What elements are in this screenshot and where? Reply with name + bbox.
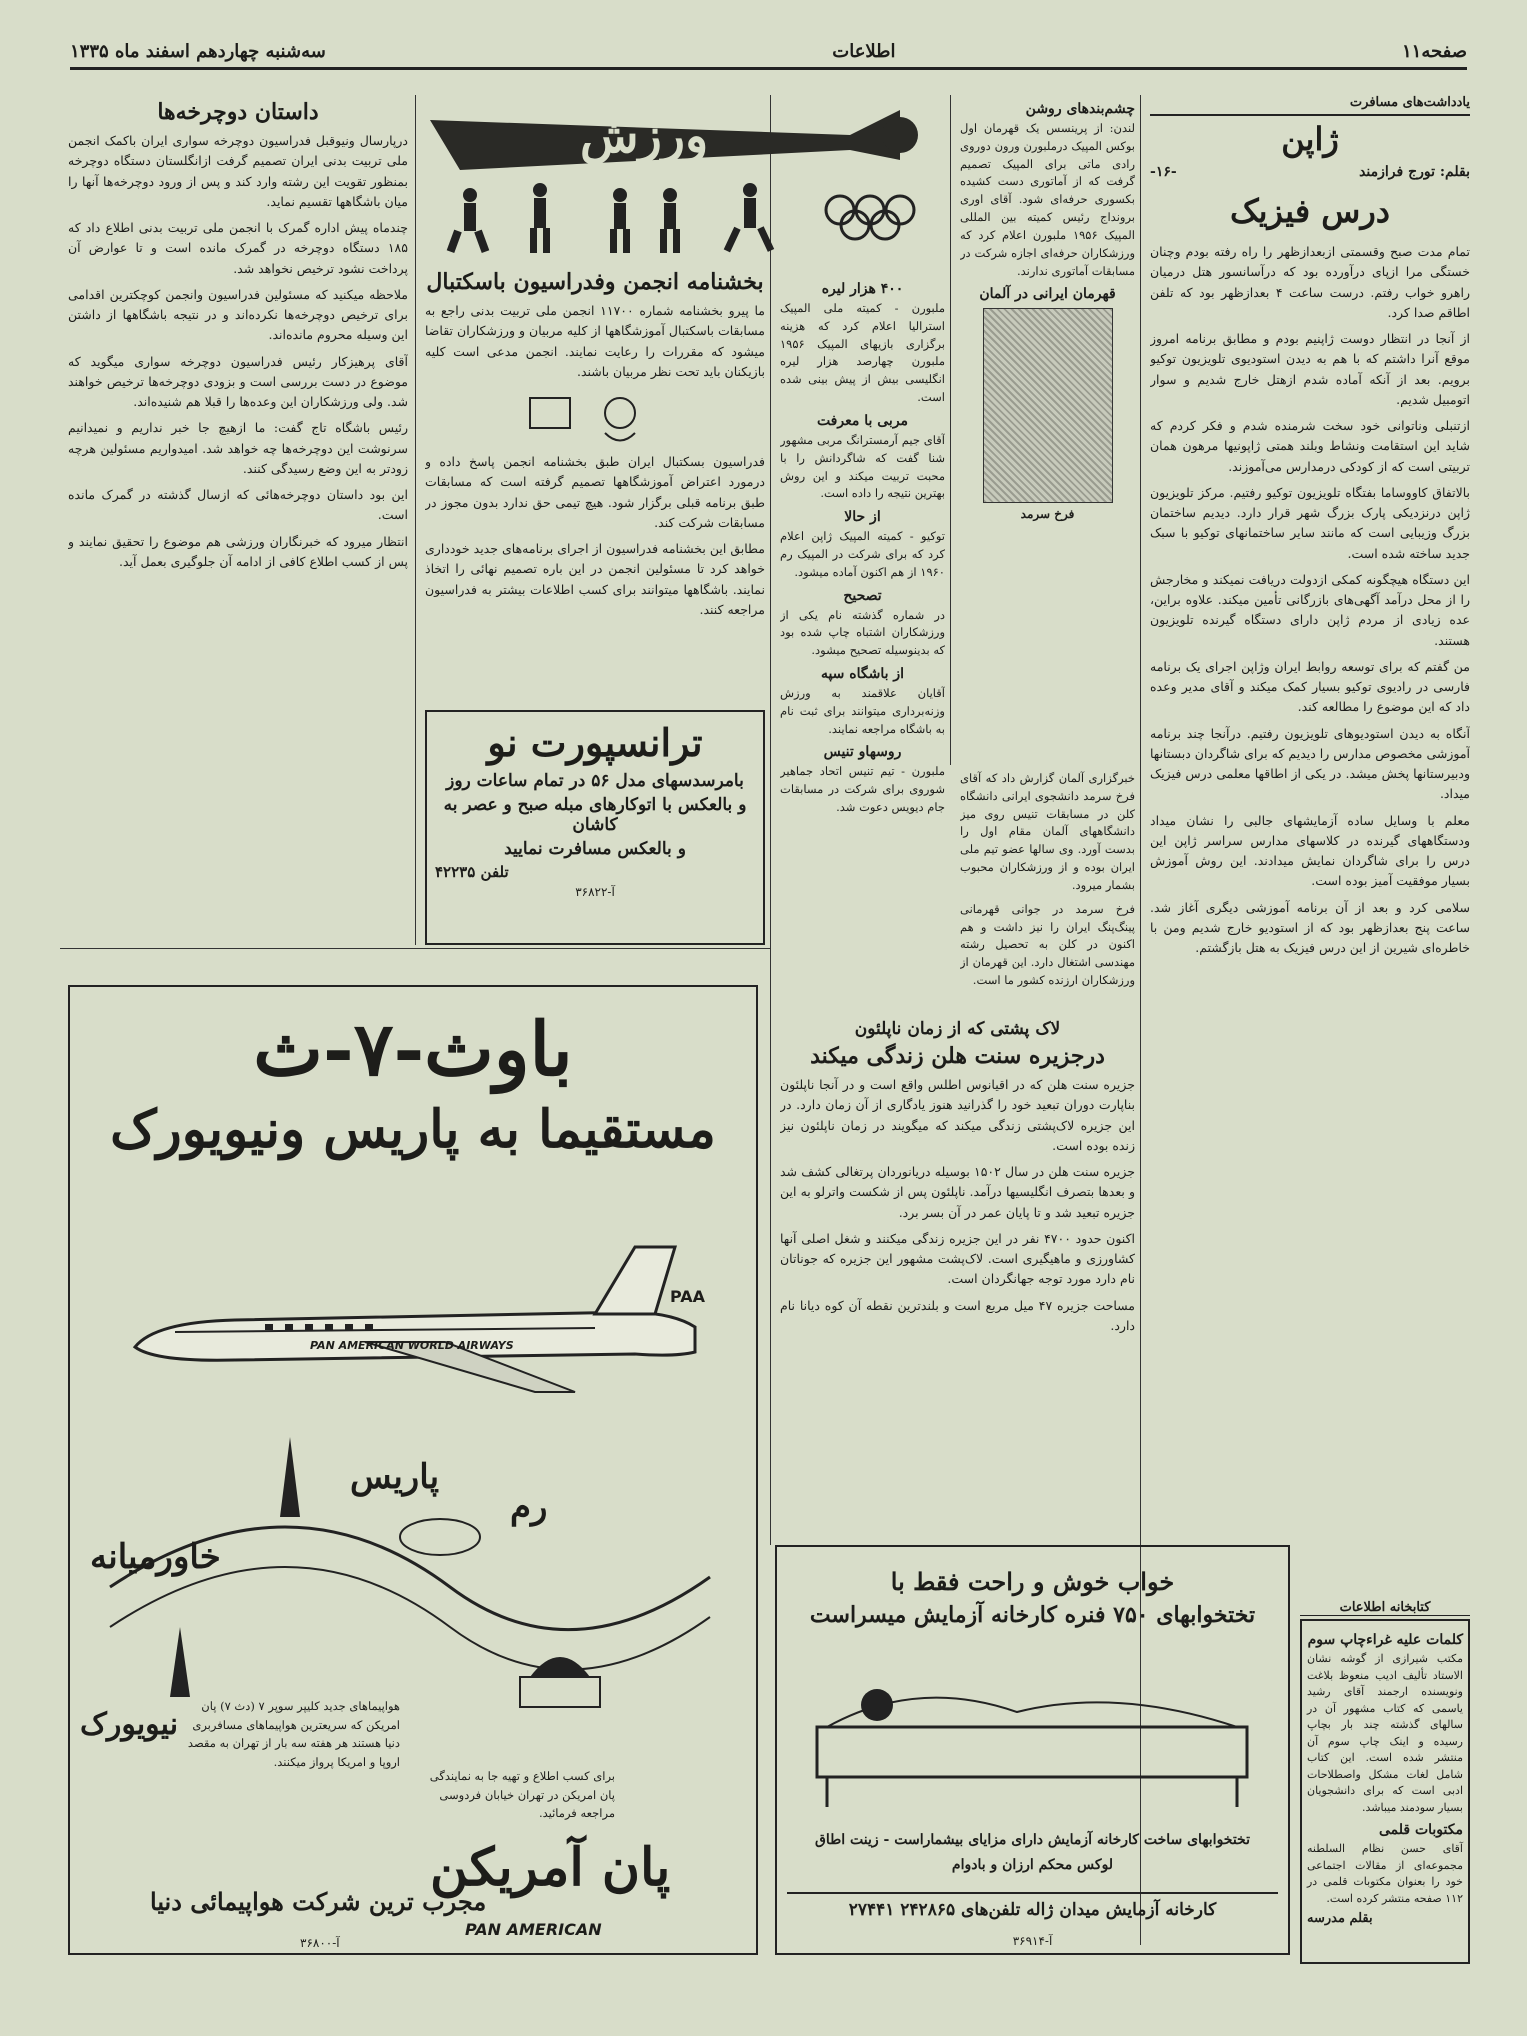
row-divider xyxy=(60,948,770,949)
news-headline: چشم‌بندهای روشن xyxy=(1025,101,1135,117)
article-body xyxy=(780,1075,1135,1336)
olympic-rings-icon xyxy=(826,196,914,239)
article-title: داستان دوچرخه‌ها xyxy=(157,99,319,125)
ad-reference: آ-۳۶۹۱۴ xyxy=(1012,1934,1053,1948)
issue-date: سه‌شنبه چهاردهم اسفند ماه ۱۳۳۵ xyxy=(70,41,326,62)
news-body: ملبورن - کمیته ملی المپیک استرالیا اعلام کرد که هزینه برگزاری بازیهای المپیک ۱۹۵۶ ملبورن چهارصد هزار لیره انگلیسی بیش از پیش بینی شده است. xyxy=(780,301,945,405)
sports-news-middle xyxy=(780,275,945,1005)
paragraph: جزیره سنت هلن که در اقیانوس اطلس واقع است و در آنجا ناپلئون بناپارت دوران تبعید خود را گذرانید هنوز یادگاری از آن زمان دارد. در این جزیره لاک‌پشتی زندگی میکند که میگویند در زمان ناپلئون نیز زنده بوده است. xyxy=(780,1077,1135,1153)
ad-line: و بالعکس با اتوکارهای مبله صبح و عصر به کاشان xyxy=(443,795,747,835)
city-middle-east: خاورمیانه xyxy=(90,1537,221,1577)
news-headline: تصحیح xyxy=(843,587,882,604)
section-label: یادداشت‌های مسافرت xyxy=(1150,95,1470,116)
masthead xyxy=(70,36,1467,70)
paragraph: انتظار میرود که خبرنگاران ورزشی هم موضوع را تحقیق نمایند و پس از کسب اطلاع کافی از ادامه آن جلوگیری بعمل آید. xyxy=(68,533,408,569)
news-body: در شماره گذشته نام یکی از ورزشکاران اشتباه چاپ شده بود که بدینوسیله تصحیح میشود. xyxy=(780,607,945,658)
bicycle-article xyxy=(68,95,408,945)
paragraph: ملاحظه میکنید که مسئولین فدراسیون وانجمن کوچکترین اقدامی برای ترخیص دوچرخه‌ها نکرده‌اند و در نتیجه باشگاهها از داشتن این وسیله محروم مانده‌اند. xyxy=(68,286,408,343)
ad-line: تختخوابهای ۷۵۰ فنره کارخانه آزمایش میسراست xyxy=(809,1602,1256,1628)
paragraph: درپارسال ونیوقبل فدراسیون دوچرخه سواری ایران باکمک انجمن ملی تربیت بدنی ایران تصمیم گرفت ازانگلستان دستگاه دوچرخه بمنظور تقویت این رشته وارد کند و پس از ورود دوچرخه‌ها آنها را میان باشگاهها تقسیم نماید. xyxy=(68,133,408,209)
paragraph: از آنجا در انتظار دوست ژاپنیم بودم و مطابق برنامه امروز موقع آنرا داشتم که با هم به دیدن استودیوی تلویزیون توکیو برویم. بعد از آنکه آماده شدم ازهتل خارج شدیم و سوار اتومبیل شدیم. xyxy=(1150,331,1470,407)
article-body xyxy=(68,131,408,572)
brand-name-en: PAN AMERICAN xyxy=(465,1920,602,1939)
paragraph: معلم با وسایل ساده آزمایشهای جالبی را نشان میداد ودستگاههای گیرنده در کلاسهای مدارس سراسر ژاپن این درس را برای شاگردان نمایش میدادند. این روش آموزش بسیار موفقیت آمیز بوده است. xyxy=(1150,812,1470,889)
ad-subheadline: مستقیما به پاریس ونیویورک xyxy=(110,1099,716,1160)
book-title: کلمات علیه غراءچاپ سوم xyxy=(1307,1632,1463,1648)
column-divider xyxy=(770,95,771,1545)
athlete-photo xyxy=(983,308,1113,503)
tail-logo: PAA xyxy=(670,1287,706,1306)
paragraph: اکنون حدود ۴۷۰۰ نفر در این جزیره زندگی میکنند و شغل اصلی آنها کشاورزی و ماهیگیری است. لاک‌پشت مشهور این جزیره که جوناتان نام دارد مورد توجه جهانگردان است. xyxy=(780,1230,1135,1287)
paragraph: این بود داستان دوچرخه‌هائی که ازسال گذشته در گمرک مانده است. xyxy=(68,487,408,523)
ad-line: و بالعکس مسافرت نمایید xyxy=(504,839,686,859)
news-body: آقایان علاقمند به ورزش وزنه‌برداری میتوانند برای ثبت نام به باشگاه مراجعه نمایند. xyxy=(780,686,945,736)
cartoon-icon xyxy=(520,388,670,448)
article-title: لاک پشتی که از زمان ناپلئون xyxy=(854,1019,1061,1039)
news-headline: از باشگاه سپه xyxy=(820,666,905,682)
ad-line: بامرسدسهای مدل ۵۶ در تمام ساعات روز xyxy=(446,771,744,791)
paragraph: بالاتفاق کاووساما بفتگاه تلویزیون توکیو رفتیم. مرکز تلویزیون ژاپن درنزدیکی پارک بزرگ شهر قرار دارد. دیدیم ساختمان بزرگ وزیبایی است که مانند سایر ساختمانهای توکیو با سبک جدید ساخته شده است. xyxy=(1150,484,1470,561)
article-title: درس فیزیک xyxy=(1229,192,1391,230)
brand-name: پان آمریکن xyxy=(430,1837,671,1898)
paragraph: ما پیرو بخشنامه شماره ۱۱۷۰۰ انجمن ملی تربیت بدنی راجع به مسابقات باسکتبال آموزشگاهها از کلیه مربیان و ورزشکاران تقاضا میشود که مقررات را رعایت نمایند. انجمن مدعی است کلیه بازیکنان باید تحت نظر مربیان باشند. xyxy=(425,303,765,379)
article-number: -۱۶- xyxy=(1150,164,1177,180)
news-headline: قهرمان ایرانی در آلمان xyxy=(979,286,1116,303)
page-number: صفحه۱۱ xyxy=(1401,41,1467,62)
article-title: بخشنامه انجمن وفدراسیون باسکتبال xyxy=(426,269,764,295)
article-body xyxy=(1150,242,1470,958)
article-author: بقلم: تورج فرازمند xyxy=(1359,164,1470,180)
napoleon-article xyxy=(780,1015,1135,1530)
pan-am-ad xyxy=(68,985,758,1955)
news-body: خبرگزاری آلمان گزارش داد که آقای فرخ سرمد دانشجوی ایرانی دانشگاه کلن در مسابقات تنیس روی میز دانشگاههای آلمان مقام اول را بدست آورد. وی سالها عضو تیم ملی ایران بوده و از ورزشکاران محبوب بشمار میرود. xyxy=(960,771,1135,892)
ad-headline: باوث-۷-ث xyxy=(253,1007,573,1093)
paragraph: مساحت جزیره ۴۷ میل مربع است و بلندترین نقطه آن کوه دیانا نام دارد. xyxy=(780,1297,1135,1333)
ad-address: کارخانه آزمایش میدان ژاله تلفن‌های ۲۴۲۸۶۵ ۲۷۴۴۱ xyxy=(787,1892,1278,1920)
ad-contact: برای کسب اطلاع و تهیه جا به نمایندگی پان امریکن در تهران خیابان فردوسی مراجعه فرمائید. xyxy=(429,1769,615,1821)
article-body xyxy=(425,301,765,620)
mattress-ad xyxy=(775,1545,1290,1955)
paragraph: رئیس باشگاه تاج گفت: ما ازهیچ جا خبر نداریم و نمیدانیم سرنوشت این دوچرخه‌ها چه خواهد شد. امیدواریم مسئولین هرچه زودتر به این وضع رسیدگی کنند. xyxy=(68,420,408,476)
paragraph: مطابق این بخشنامه فدراسیون از اجرای برنامه‌های جدید خودداری خواهد کرد تا مسئولین انجمن در این باره تصمیم نهائی را اتخاذ نمایند. باشگاهها میتوانند برای کسب اطلاعات بیشتر به فدراسیون مراجعه کنند. xyxy=(425,541,765,617)
athletes-icon xyxy=(447,183,774,253)
news-headline: از حالا xyxy=(844,509,881,526)
article-subtitle: درجزیره سنت هلن زندگی میکند xyxy=(810,1043,1105,1069)
news-body: فرخ سرمد در جوانی قهرمانی پینگ‌پنگ ایران را نیز داشت و هم اکنون در کلن به تحصیل رشته مهندسی اشتغال دارد. این قهرمان از ورزشکاران ارزنده کشور ما است. xyxy=(960,901,1135,987)
basketball-article xyxy=(425,265,765,705)
news-body: لندن: از پرینسس یک قهرمان اول بوکس المپیک درملبورن ورون دوروی رادی ماتی برای المپیک تصمیم گرفت که از آماتوری دست کشیده بکسوری حرفه‌ای شود. آقای اوری برونداج رئیس کمیته بین المللی المپیک ۱۹۵۶ ملبورن اعلام کرد که ورزشکاران حرفه‌ای اجازه شرکت در مسابقات آماتوری ندارند. xyxy=(960,121,1135,278)
review-credit: بقلم مدرسه xyxy=(1307,1911,1373,1926)
news-body: آقای جیم آرمسترانگ مربی مشهور شنا گفت که شاگردانش را با محبت تربیت میکند و این روش بهترین نتیجه را داده است. xyxy=(780,432,945,501)
ad-line: تختخوابهای ساخت کارخانه آزمایش دارای مزایای بیشماراست - زینت اطاق xyxy=(815,1832,1250,1848)
paragraph: ازتنبلی وناتوانی خود سخت شرمنده شدم و فکر کردم که شاید این استقامت ونشاط وبلند همتی ژاپونیها مرهون همان تربیتی است که از کودکی درمدارس می‌آموزند. xyxy=(1150,418,1470,474)
news-headline: مربی با معرفت xyxy=(816,412,909,429)
city-rome: رم xyxy=(510,1487,548,1527)
sports-news-right xyxy=(960,95,1135,765)
paragraph: آنگاه به دیدن استودیوهای تلویزیون رفتیم. درآنجا چند برنامه آموزشی مخصوص مدارس را دیدیم که برای شاگردان دبستانها ودبیرستانها پخش میشد. در یکی از اطاقها معلمی درس فیزیک میداد. xyxy=(1150,725,1470,802)
section-label: کتابخانه اطلاعات xyxy=(1300,1600,1470,1616)
paragraph: تمام مدت صبح وقسمتی ازبعدازظهر را راه رفته بودم وچنان خستگی مرا ازپای درآورده بود که درآسانسور هتل درمیان راهرو خواب رفتم. درست ساعت ۴ بعدازظهر بود که تلفن اطاقم صدا کرد. xyxy=(1150,244,1470,320)
airplane-illustration xyxy=(115,1242,715,1412)
column-divider xyxy=(950,95,951,765)
cartoon-illustration xyxy=(425,388,765,448)
ad-line: لوکس محکم ارزان و بادوام xyxy=(951,1857,1114,1873)
sports-banner-word: ورزش xyxy=(580,108,709,164)
ad-reference: آ-۳۶۸۲۲ xyxy=(575,885,615,899)
paragraph: من گفتم که برای توسعه روابط ایران وژاپن اجرای یک برنامه فارسی در رادیوی توکیو بسیار کمک میکند و آقای مدیر وعده داد که این موضوع را مطالعه کند. xyxy=(1150,658,1470,715)
paragraph: آقای پرهیزکار رئیس فدراسیون دوچرخه سواری میگوید که موضوع در دست بررسی است و بزودی دوچرخه‌ها ترخیص خواهند شد. ولی ورزشکاران این وعده‌ها را قبلا هم شنیده‌اند. xyxy=(68,353,408,409)
news-body: توکیو - کمیته المپیک ژاپن اعلام کرد که برای شرکت در المپیک رم ۱۹۶۰ از هم اکنون آماده میشود. xyxy=(780,529,945,579)
article-country: ژاپن xyxy=(1281,120,1339,158)
sports-banner xyxy=(430,100,950,260)
ad-phone: تلفن ۴۲۲۳۵ xyxy=(435,863,509,881)
library-box xyxy=(1300,1600,1470,1970)
news-headline: روسهاو تنیس xyxy=(823,744,902,761)
city-new-york: نیویورک xyxy=(80,1707,179,1742)
paragraph: چندماه پیش اداره گمرک با انجمن ملی تربیت بدنی اطلاع داد که ۱۸۵ دستگاه دوچرخه در گمرک مانده است و تا عوارض آن پرداخت نشود ترخیص نخواهد شد. xyxy=(68,220,408,276)
paper-name: اطلاعات xyxy=(832,41,896,62)
ad-slogan: مجرب ترین شرکت هواپیمائی دنیا xyxy=(150,1887,487,1916)
news-body: ملبورن - تیم تنیس اتحاد جماهیر شوروی برای شرکت در مسابقات جام دیویس دعوت شد. xyxy=(780,764,945,815)
paragraph: این دستگاه هیچگونه کمکی ازدولت دریافت نمیکند و مخارجش را از محل درآمد آگهی‌های بازرگانی تأمین میکند. علاوه براین، عده زیادی از مردم ژاپن دارای دستگاه گیرنده تلویزیون هستند. xyxy=(1150,571,1470,648)
ad-reference: آ-۳۶۸۰۰ xyxy=(300,1936,340,1950)
ad-title: ترانسپورت نو xyxy=(487,720,703,765)
book-review: آقای حسن نظام السلطنه مجموعه‌ای از مقالات اجتماعی خود را بعنوان مکتوبات قلمی در ۱۱۲ صفحه منتشر کرده است. xyxy=(1307,1842,1463,1905)
paragraph: جزیره سنت هلن در سال ۱۵۰۲ بوسیله دریانوردان پرتغالی کشف شد و بعدها بتصرف انگلیسیها درآمد. ناپلئون پس از شکست واترلو به این جزیره تبعید شد و تا پایان عمر در آن بسر برد. xyxy=(780,1164,1135,1220)
book-title: مکتوبات قلمی xyxy=(1379,1822,1463,1838)
column-divider xyxy=(415,95,416,945)
city-paris: پاریس xyxy=(350,1457,440,1497)
fuselage-text: PAN AMERICAN WORLD AIRWAYS xyxy=(310,1339,514,1352)
ad-line: خواب خوش و راحت فقط با xyxy=(890,1567,1175,1596)
paragraph: سلامی کرد و بعد از آن برنامه آموزشی دیگری آغاز شد. ساعت پنج بعدازظهر بود که از استودیو خارج شدیم ومن با خاطره‌ای شیرین از این درس فیزیک به هتل بازگشتم. xyxy=(1150,899,1470,955)
travel-article xyxy=(1150,95,1470,1610)
book-review: مکتب شیرازی از گوشه نشان الاستاد تألیف ادیب منعوظ بلاغت ونویسنده ارجمند آقای رشید یاسمی که کتاب مشهور آن در سالهای گذشته چند بار بچاپ رسیده و اینک چاپ سوم آن منتشر شده است. این کتاب شامل لغات مشکل واصطلاحات ادبی است که برای دانشجویان بسیار سودمند میباشد. xyxy=(1307,1652,1463,1814)
transport-ad xyxy=(425,710,765,945)
news-headline: ۴۰۰ هزار لیره xyxy=(821,281,904,297)
ad-description: هواپیماهای جدید کلیپر سوپر ۷ (دث ۷) پان امریکن که سریعترین هواپیماهای مسافربری دنیا هستند هر هفته سه بار از تهران به مقصد اروپا و امریکا پرواز میکنند. xyxy=(187,1699,400,1769)
paragraph: فدراسیون بسکتبال ایران طبق بخشنامه انجمن پاسخ داده و درمورد اعتراض آموزشگاهها تصمیم گرفته است که مسابقات طبق برنامه قبلی برگزار شود. هیچ تیمی حق ندارد بدون مجوز در مسابقات شرکت کند. xyxy=(425,454,765,530)
photo-caption: فرخ سرمد xyxy=(1020,507,1075,522)
bed-illustration xyxy=(797,1657,1267,1817)
